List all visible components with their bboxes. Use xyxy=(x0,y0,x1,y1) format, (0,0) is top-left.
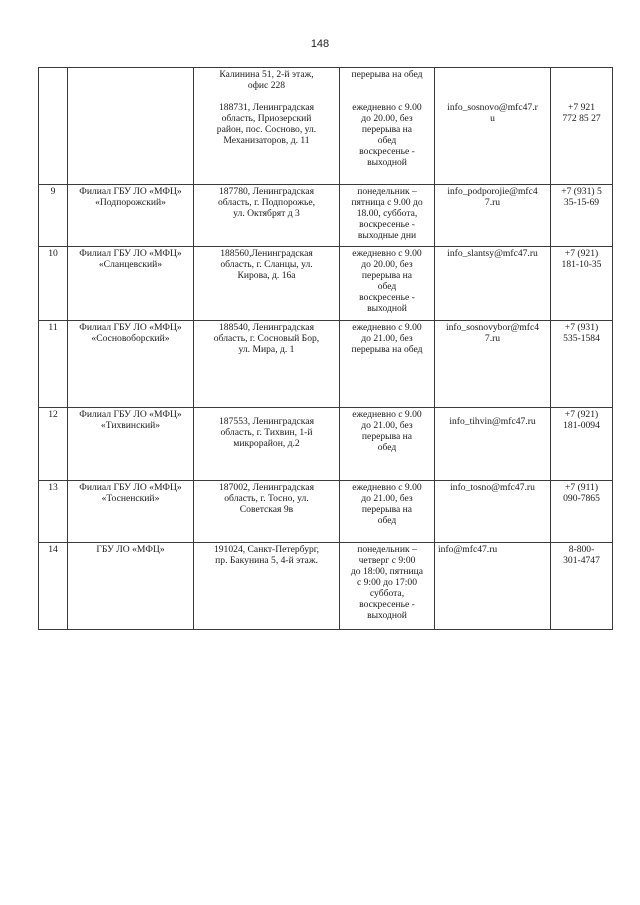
office-hours: понедельник – пятница с 9.00 до 18.00, суббота, воскресенье - выходные дни xyxy=(340,185,435,247)
office-address-main: 188731, Ленинградская область, Приозерский район, пос. Сосново, ул. Механизаторов, д. 11 xyxy=(216,102,317,146)
row-number: 10 xyxy=(39,247,68,321)
office-phone: +7 (921) 181-0094 xyxy=(551,408,613,481)
office-phone: +7 (921) 181-10-35 xyxy=(551,247,613,321)
office-hours: ежедневно с 9.00 до 21.00, без перерыва на обед xyxy=(340,321,435,408)
table-row xyxy=(39,68,613,185)
office-hours-main: ежедневно с 9.00 до 20.00, без перерыва на обед воскресенье - выходной xyxy=(352,102,422,168)
table-row xyxy=(39,247,613,321)
office-address: 191024, Санкт-Петербург, пр. Бакунина 5, 4-й этаж. xyxy=(194,543,340,630)
table-row xyxy=(39,185,613,247)
office-hours xyxy=(340,68,435,185)
office-phone: 8-800- 301-4747 xyxy=(551,543,613,630)
row-number: 9 xyxy=(39,185,68,247)
office-name: Филиал ГБУ ЛО «МФЦ» «Сосновоборский» xyxy=(68,321,194,408)
office-name xyxy=(68,68,194,185)
table-row xyxy=(39,543,613,630)
office-hours: ежедневно с 9.00 до 21.00, без перерыва на обед xyxy=(340,481,435,543)
office-email: info_tosno@mfc47.ru xyxy=(435,481,551,543)
row-number xyxy=(39,68,68,185)
office-phone: +7 (931) 535-1584 xyxy=(551,321,613,408)
office-hours: понедельник – четверг с 9:00 до 18:00, пятница с 9:00 до 17:00 суббота, воскресенье - выходной xyxy=(340,543,435,630)
office-address: 188540, Ленинградская область, г. Сосновый Бор, ул. Мира, д. 1 xyxy=(194,321,340,408)
office-address: 188560,Ленинградская область, г. Сланцы, ул. Кирова, д. 16а xyxy=(194,247,340,321)
row-number: 11 xyxy=(39,321,68,408)
office-address xyxy=(194,408,340,481)
office-email xyxy=(435,68,551,185)
office-address: 187002, Ленинградская область, г. Тосно, ул. Советская 9в xyxy=(194,481,340,543)
office-address xyxy=(194,68,340,185)
office-phone-text: +7 921 772 85 27 xyxy=(562,102,601,124)
office-name: Филиал ГБУ ЛО «МФЦ» «Подпорожский» xyxy=(68,185,194,247)
office-address: 187780, Ленинградская область, г. Подпорожье, ул. Октябрят д 3 xyxy=(194,185,340,247)
row-number: 12 xyxy=(39,408,68,481)
office-address-continued: Калинина 51, 2-й этаж, офис 228 xyxy=(219,69,314,91)
office-hours: ежедневно с 9.00 до 21.00, без перерыва на обед xyxy=(340,408,435,481)
office-email-text: info_sosnovo@mfc47.r u xyxy=(447,102,538,124)
office-hours: ежедневно с 9.00 до 20.00, без перерыва на обед воскресенье - выходной xyxy=(340,247,435,321)
row-number: 14 xyxy=(39,543,68,630)
office-name: Филиал ГБУ ЛО «МФЦ» «Тихвинский» xyxy=(68,408,194,481)
office-email: info_sosnovybor@mfc4 7.ru xyxy=(435,321,551,408)
office-email xyxy=(435,408,551,481)
office-phone: +7 (911) 090-7865 xyxy=(551,481,613,543)
office-hours-continued: перерыва на обед xyxy=(351,69,423,80)
table-row xyxy=(39,408,613,481)
page-number: 148 xyxy=(310,38,330,50)
office-email: info@mfc47.ru xyxy=(435,543,551,630)
office-address-text: 187553, Ленинградская область, г. Тихвин, 1-й микрорайон, д.2 xyxy=(219,416,314,449)
mfc-offices-table xyxy=(38,67,613,630)
office-email: info_slantsy@mfc47.ru xyxy=(435,247,551,321)
office-phone xyxy=(551,68,613,185)
table-row xyxy=(39,481,613,543)
office-name: ГБУ ЛО «МФЦ» xyxy=(68,543,194,630)
office-phone: +7 (931) 5 35-15-69 xyxy=(551,185,613,247)
office-name: Филиал ГБУ ЛО «МФЦ» «Тосненский» xyxy=(68,481,194,543)
table-row xyxy=(39,321,613,408)
row-number: 13 xyxy=(39,481,68,543)
office-email: info_podporojie@mfc4 7.ru xyxy=(435,185,551,247)
office-name: Филиал ГБУ ЛО «МФЦ» «Сланцевский» xyxy=(68,247,194,321)
office-email-text: info_tihvin@mfc47.ru xyxy=(449,416,536,427)
